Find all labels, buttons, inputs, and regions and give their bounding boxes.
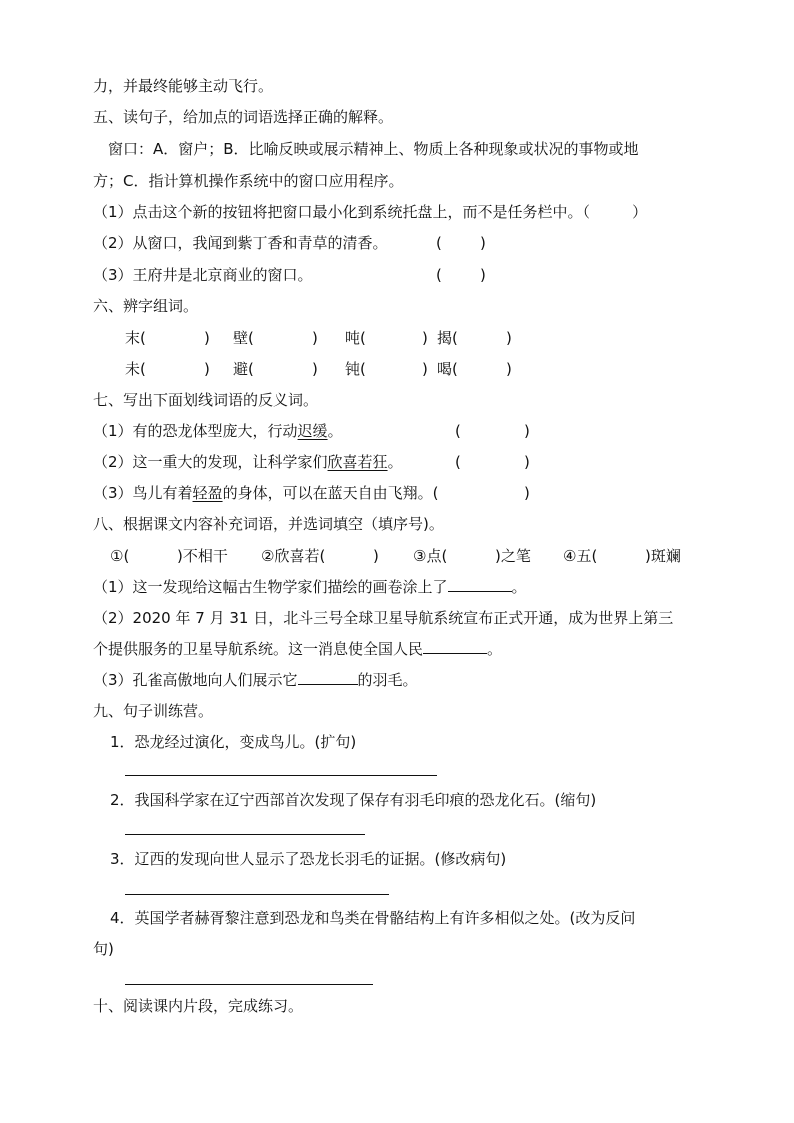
fill-blank[interactable] [298,670,358,685]
section-10-title: 十、阅读课内片段，完成练习。 [93,997,304,1015]
section-8-title: 八、根据课文内容补充词语，并选词填空（填序号)。 [93,515,444,533]
char-close: ) [312,360,318,378]
section-8-question-2-line2: 个提供服务的卫星导航系统。这一消息使全国人民 。 [93,640,503,658]
char-close: ) [204,360,210,378]
fill-blank[interactable] [448,577,512,592]
section-5-question-2: （2）从窗口，我闻到紫丁香和青草的清香。 [93,234,388,252]
section-7-question-1: （1）有的恐龙体型庞大，行动迟缓。 [93,422,343,440]
char-close: ) [422,329,428,347]
section-8-question-2-line1: （2）2020 年 7 月 31 日，北斗三号全球卫星导航系统宣布正式开通，成为世界上第三 [93,609,674,627]
section-9-title: 九、句子训练营。 [93,702,214,720]
char-item[interactable]: 钝( [345,360,366,378]
answer-line[interactable] [125,894,389,895]
answer-paren[interactable]: ( ) [436,266,486,284]
underlined-word: 迟缓 [297,422,328,440]
char-close: ) [422,360,428,378]
char-item[interactable]: 避( [233,360,254,378]
answer-paren-open[interactable]: ( [455,422,461,440]
char-close: ) [506,329,512,347]
word-option-1[interactable]: ①( )不相干 [110,547,228,565]
section-9-item-1: 1．恐龙经过演化，变成鸟儿。(扩句) [110,733,357,751]
section-7-question-3: （3）鸟儿有着轻盈的身体，可以在蓝天自由飞翔。( [93,484,439,502]
section-9-item-3: 3．辽西的发现向世人显示了恐龙长羽毛的证据。(修改病句) [110,850,507,868]
answer-line[interactable] [125,834,365,835]
char-item[interactable]: 壁( [233,329,254,347]
section-9-item-2: 2．我国科学家在辽宁西部首次发现了保存有羽毛印痕的恐龙化石。(缩句) [110,791,597,809]
underlined-word: 轻盈 [192,484,223,502]
answer-paren-close: ) [524,422,530,440]
section-7-title: 七、写出下面划线词语的反义词。 [93,391,319,409]
char-close: ) [506,360,512,378]
answer-paren-close: ) [524,484,530,502]
section-6-title: 六、辨字组词。 [93,297,199,315]
section-5-title: 五、读句子，给加点的词语选择正确的解释。 [93,108,394,126]
section-5-question-3: （3）王府井是北京商业的窗口。 [93,266,313,284]
section-5-definition-line2: 方；C．指计算机操作系统中的窗口应用程序。 [93,172,404,190]
underlined-word: 欣喜若狂 [327,453,388,471]
section-5-question-1: （1）点击这个新的按钮将把窗口最小化到系统托盘上，而不是任务栏中。（ ） [93,203,648,221]
char-item[interactable]: 吨( [345,329,366,347]
section-9-item-4-line1: 4．英国学者赫胥黎注意到恐龙和鸟类在骨骼结构上有许多相似之处。(改为反问 [110,909,636,927]
section-8-question-3: （3）孔雀高傲地向人们展示它 的羽毛。 [93,671,418,689]
answer-line[interactable] [125,984,373,985]
answer-paren-close: ) [524,453,530,471]
char-close: ) [204,329,210,347]
section-5-definition-line1: 窗口：A．窗户；B．比喻反映或展示精神上、物质上各种现象或状况的事物或地 [108,140,639,158]
fill-blank[interactable] [423,639,487,654]
char-item[interactable]: 揭( [437,329,458,347]
answer-paren[interactable]: ( ) [436,234,486,252]
section-8-question-1: （1）这一发现给这幅古生物学家们描绘的画卷涂上了 。 [93,578,527,596]
answer-line[interactable] [125,775,437,776]
char-item[interactable]: 未( [125,360,146,378]
section-9-item-4-line2: 句) [93,940,114,958]
answer-paren-open[interactable]: ( [455,453,461,471]
continued-line: 力，并最终能够主动飞行。 [93,77,274,95]
char-close: ) [312,329,318,347]
section-7-question-2: （2）这一重大的发现，让科学家们欣喜若狂。 [93,453,403,471]
word-option-2[interactable]: ②欣喜若( ) [261,547,379,565]
char-item[interactable]: 喝( [437,360,458,378]
char-item[interactable]: 末( [125,329,146,347]
word-option-3[interactable]: ③点( )之笔 [413,547,531,565]
word-option-4[interactable]: ④五( )斑斓 [563,547,681,565]
